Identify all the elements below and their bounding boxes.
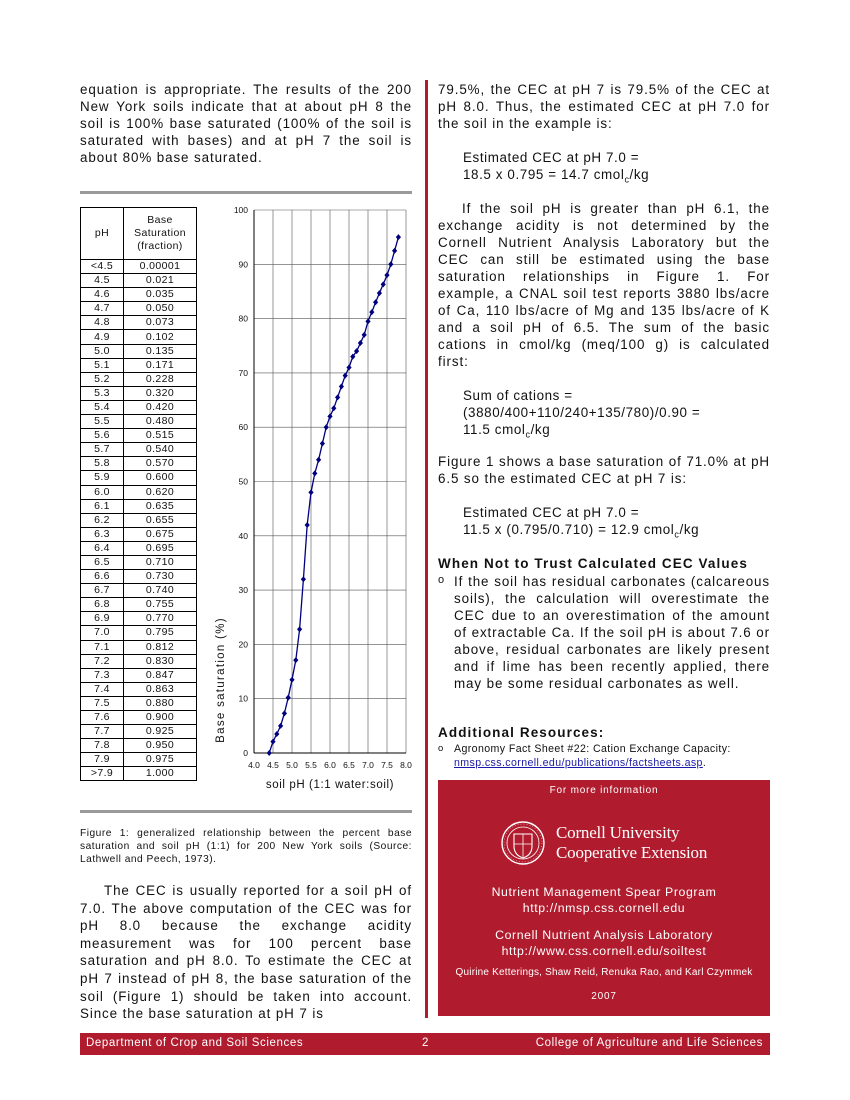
base-saturation-chart	[208, 200, 420, 800]
data-point	[335, 394, 340, 400]
table-cell-ph: 5.6	[81, 429, 124, 443]
table-row	[81, 260, 197, 274]
data-point	[392, 248, 397, 254]
resource-bullet-marker: o	[438, 743, 444, 754]
equation-1-line-1: Estimated CEC at pH 7.0 =	[463, 150, 640, 165]
year: 2007	[591, 991, 617, 1002]
figure-bottom-divider	[80, 810, 412, 813]
equation-3-line-2	[463, 521, 699, 544]
table-cell-base-saturation: 0.755	[124, 598, 197, 612]
chart-axes	[234, 205, 412, 770]
table-row	[81, 598, 197, 612]
table-cell-ph: 6.1	[81, 499, 124, 513]
table-cell-base-saturation: 0.073	[124, 316, 197, 330]
data-point	[388, 261, 393, 267]
section-heading-when-not-to-trust: When Not to Trust Calculated CEC Values	[438, 556, 748, 571]
table-cell-ph: 7.8	[81, 739, 124, 753]
base-saturation-table	[80, 207, 197, 781]
table-cell-ph: 5.0	[81, 344, 124, 358]
bullet-list	[438, 573, 770, 692]
table-cell-ph: 4.8	[81, 316, 124, 330]
footer-college: College of Agriculture and Life Sciences	[535, 1037, 763, 1049]
y-axis-label: Base saturation (%)	[215, 617, 227, 743]
data-point	[343, 373, 348, 379]
resource-text: Agronomy Fact Sheet #22: Cation Exchange Capacity:	[454, 743, 731, 755]
table-row	[81, 527, 197, 541]
y-tick-label: 30	[238, 585, 248, 596]
table-row	[81, 330, 197, 344]
table-cell-ph: 6.9	[81, 612, 124, 626]
table-cell-base-saturation: 0.975	[124, 753, 197, 767]
equation-2	[463, 387, 700, 444]
data-point	[308, 489, 313, 495]
x-tick-label: 8.0	[400, 760, 412, 770]
table-cell-base-saturation: 0.925	[124, 725, 197, 739]
data-point	[278, 723, 283, 729]
table-header-base-saturation: Base Saturation (fraction)	[124, 208, 197, 260]
table-cell-ph: 7.7	[81, 725, 124, 739]
factsheets-link[interactable]: nmsp.css.cornell.edu/publications/factsheets.asp	[454, 757, 703, 769]
table-cell-base-saturation: 0.035	[124, 288, 197, 302]
table-cell-ph: 6.6	[81, 570, 124, 584]
table-cell-ph: 6.4	[81, 541, 124, 555]
table-cell-base-saturation: 0.675	[124, 527, 197, 541]
x-tick-label: 4.0	[248, 760, 260, 770]
y-tick-label: 60	[238, 422, 248, 433]
table-row	[81, 415, 197, 429]
table-cell-base-saturation: 0.228	[124, 372, 197, 386]
data-point	[312, 470, 317, 476]
table-row	[81, 668, 197, 682]
table-cell-ph: 6.5	[81, 555, 124, 569]
table-cell-ph: 6.7	[81, 584, 124, 598]
table-cell-base-saturation: 0.635	[124, 499, 197, 513]
table-cell-ph: 5.2	[81, 372, 124, 386]
program-url-2[interactable]: http://www.css.cornell.edu/soiltest	[501, 944, 707, 958]
equation-2-subscript: c	[525, 429, 531, 440]
data-point	[274, 731, 279, 737]
table-cell-base-saturation: 0.570	[124, 457, 197, 471]
table-row	[81, 626, 197, 640]
table-cell-ph: 5.7	[81, 443, 124, 457]
table-row	[81, 344, 197, 358]
table-cell-base-saturation: 0.135	[124, 344, 197, 358]
x-tick-label: 7.0	[362, 760, 374, 770]
equation-3	[463, 504, 699, 544]
table-cell-base-saturation: 0.770	[124, 612, 197, 626]
table-cell-ph: 7.6	[81, 711, 124, 725]
equation-1-text: 18.5 x 0.795 = 14.7 cmol	[463, 167, 625, 182]
table-cell-ph: 7.2	[81, 654, 124, 668]
data-point	[373, 299, 378, 305]
table-row	[81, 429, 197, 443]
table-cell-ph: 5.1	[81, 358, 124, 372]
equation-2-line-1: Sum of cations =	[463, 388, 573, 403]
table-row	[81, 555, 197, 569]
table-cell-ph: 6.3	[81, 527, 124, 541]
chart-grid	[254, 210, 406, 753]
data-point	[301, 576, 306, 582]
table-row	[81, 612, 197, 626]
data-point	[377, 290, 382, 296]
more-info-box	[438, 780, 770, 1016]
data-point	[267, 750, 272, 756]
table-row	[81, 570, 197, 584]
equation-1-unit: /kg	[629, 167, 650, 182]
x-tick-label: 5.0	[286, 760, 298, 770]
equation-2-line-2: (3880/400+110/240+135/780)/0.90 =	[463, 405, 701, 420]
x-tick-label: 4.5	[267, 760, 279, 770]
table-row	[81, 400, 197, 414]
equation-1-line-2	[463, 166, 649, 189]
table-row	[81, 725, 197, 739]
table-cell-ph: 7.1	[81, 640, 124, 654]
table-cell-ph: 7.3	[81, 668, 124, 682]
table-row	[81, 302, 197, 316]
table-cell-base-saturation: 0.710	[124, 555, 197, 569]
data-point	[384, 272, 389, 278]
section-heading-additional-resources: Additional Resources:	[438, 725, 605, 740]
table-cell-base-saturation: 0.740	[124, 584, 197, 598]
data-point	[331, 405, 336, 411]
table-cell-base-saturation: 0.021	[124, 274, 197, 288]
table-cell-base-saturation: 0.950	[124, 739, 197, 753]
table-cell-base-saturation: 0.900	[124, 711, 197, 725]
table-cell-ph: 7.4	[81, 682, 124, 696]
table-row	[81, 584, 197, 598]
y-tick-label: 10	[238, 693, 248, 704]
table-cell-ph: <4.5	[81, 260, 124, 274]
table-row	[81, 640, 197, 654]
x-tick-label: 7.5	[381, 760, 393, 770]
program-name-2: Cornell Nutrient Analysis Laboratory	[495, 928, 713, 942]
table-cell-ph: >7.9	[81, 767, 124, 781]
table-row	[81, 358, 197, 372]
cornell-seal-icon	[500, 818, 546, 868]
equation-2-text: 11.5 cmol	[463, 422, 526, 437]
table-header-ph: pH	[81, 208, 124, 260]
data-point	[362, 332, 367, 338]
table-row	[81, 443, 197, 457]
table-cell-base-saturation: 0.102	[124, 330, 197, 344]
table-cell-base-saturation: 0.480	[124, 415, 197, 429]
table-cell-ph: 7.0	[81, 626, 124, 640]
table-row	[81, 372, 197, 386]
table-row	[81, 316, 197, 330]
data-point	[270, 739, 275, 745]
table-cell-base-saturation: 0.050	[124, 302, 197, 316]
data-point	[305, 522, 310, 528]
table-cell-base-saturation: 0.600	[124, 471, 197, 485]
y-tick-label: 90	[238, 259, 248, 270]
resource-period: .	[702, 757, 707, 769]
table-cell-base-saturation: 0.320	[124, 386, 197, 400]
equation-3-text: 11.5 x (0.795/0.710) = 12.9 cmol	[463, 522, 675, 537]
table-cell-ph: 4.7	[81, 302, 124, 316]
right-paragraph-3: Figure 1 shows a base saturation of 71.0% at pH 6.5 so the estimated CEC at pH 7 is:	[438, 454, 770, 486]
table-cell-base-saturation: 0.620	[124, 485, 197, 499]
more-info-label: For more information	[549, 785, 659, 796]
data-point	[381, 281, 386, 287]
table-row	[81, 288, 197, 302]
logo-line-2: Cooperative Extension	[556, 843, 708, 862]
table-cell-ph: 4.9	[81, 330, 124, 344]
bullet-marker: o	[438, 574, 445, 586]
table-cell-base-saturation: 0.695	[124, 541, 197, 555]
table-cell-base-saturation: 0.830	[124, 654, 197, 668]
page-footer	[80, 1033, 770, 1055]
table-cell-base-saturation: 0.863	[124, 682, 197, 696]
table-row	[81, 541, 197, 555]
equation-1-subscript: c	[624, 174, 630, 185]
y-tick-label: 0	[243, 748, 248, 758]
table-cell-ph: 6.0	[81, 485, 124, 499]
table-cell-ph: 5.5	[81, 415, 124, 429]
authors: Quirine Ketterings, Shaw Reid, Renuka Rao, and Karl Czymmek	[455, 967, 753, 978]
table-cell-ph: 7.5	[81, 696, 124, 710]
table-cell-ph: 4.6	[81, 288, 124, 302]
table-cell-ph: 5.3	[81, 386, 124, 400]
footer-page-number: 2	[422, 1037, 429, 1049]
equation-1	[463, 149, 649, 189]
data-point	[324, 424, 329, 430]
table-cell-base-saturation: 0.420	[124, 400, 197, 414]
data-point	[289, 677, 294, 683]
x-axis-label: soil pH (1:1 water:soil)	[265, 779, 395, 791]
table-cell-ph: 5.8	[81, 457, 124, 471]
equation-3-subscript: c	[674, 529, 680, 540]
y-tick-label: 100	[233, 205, 248, 215]
table-row	[81, 696, 197, 710]
x-tick-label: 6.0	[324, 760, 336, 770]
resource-item	[438, 742, 778, 770]
table-cell-base-saturation: 0.515	[124, 429, 197, 443]
data-point	[297, 626, 302, 632]
table-cell-base-saturation: 0.730	[124, 570, 197, 584]
table-cell-base-saturation: 0.847	[124, 668, 197, 682]
y-tick-label: 40	[238, 530, 248, 541]
table-row	[81, 499, 197, 513]
series-line	[269, 237, 398, 753]
table-cell-base-saturation: 0.655	[124, 513, 197, 527]
table-row	[81, 471, 197, 485]
table-row	[81, 386, 197, 400]
equation-2-unit: /kg	[530, 422, 551, 437]
table-row	[81, 711, 197, 725]
program-url-1[interactable]: http://nmsp.css.cornell.edu	[522, 901, 686, 915]
data-point	[286, 695, 291, 701]
data-point	[282, 710, 287, 716]
equation-2-line-3	[463, 421, 700, 444]
figure-caption: Figure 1: generalized relationship between the percent base saturation and soil pH (1:1) for 200 New York soils (Source: Lathwell and Peech, 1973).	[80, 828, 412, 866]
right-paragraph-2: If the soil pH is greater than pH 6.1, the exchange acidity is not determined by the Cornell Nutrient Analysis Laboratory but the CEC can still be estimated using the base saturation relationships in Figure 1. For example, a CNAL soil test reports 3880 lbs/acre of Ca, 110 lbs/acre of Mg and 135 lbs/acre of K and a soil pH of 6.5. The sum of the basic cations in cmol/kg (meq/100 g) is calculated first:	[438, 201, 770, 369]
table-row	[81, 682, 197, 696]
y-tick-label: 80	[238, 313, 248, 324]
table-cell-ph: 4.5	[81, 274, 124, 288]
bullet-calcareous-soils: If the soil has residual carbonates (calcareous soils), the calculation will overestimate the CEC due to an overestimation of the amount of extractable Ca. If the soil pH is about 7.6 or above, residual carbonates are likely present and if lime has been recently applied, there may be some residual carbonates as well.	[454, 574, 770, 691]
cec-paragraph: The CEC is usually reported for a soil pH of 7.0. The above computation of the CEC was for pH 8.0 because the exchange acidity measurement was for 100 percent base saturation and pH 8.0. To estimate the CEC at pH 7 instead of pH 8, the base saturation of the soil (Figure 1) should be taken into account. Since the base saturation at pH 7 is	[80, 883, 412, 1022]
column-divider	[425, 80, 428, 1018]
data-point	[358, 340, 363, 346]
data-point	[316, 457, 321, 463]
table-cell-base-saturation: 0.171	[124, 358, 197, 372]
y-tick-label: 50	[238, 476, 248, 487]
intro-paragraph: equation is appropriate. The results of the 200 New York soils indicate that at about pH 8 the soil is 100% base saturated (100% of the soil is saturated with bases) and at pH 7 the soil is about 80% base saturated.	[80, 82, 412, 165]
table-cell-base-saturation: 0.812	[124, 640, 197, 654]
table-cell-base-saturation: 0.795	[124, 626, 197, 640]
table-row	[81, 753, 197, 767]
data-point	[320, 440, 325, 446]
chart-series	[267, 234, 401, 756]
data-point	[396, 234, 401, 240]
table-row	[81, 654, 197, 668]
data-point	[339, 383, 344, 389]
right-paragraph-1: 79.5%, the CEC at pH 7 is 79.5% of the CEC at pH 8.0. Thus, the estimated CEC at pH 7.0 for the soil in the example is:	[438, 82, 770, 131]
table-cell-ph: 7.9	[81, 753, 124, 767]
table-cell-ph: 5.9	[81, 471, 124, 485]
data-point	[365, 318, 370, 324]
data-point	[327, 413, 332, 419]
equation-3-unit: /kg	[679, 522, 700, 537]
table-cell-base-saturation: 1.000	[124, 767, 197, 781]
table-cell-ph: 6.2	[81, 513, 124, 527]
data-point	[369, 309, 374, 315]
table-row	[81, 739, 197, 753]
cornell-logo	[500, 818, 720, 870]
table-cell-base-saturation: 0.00001	[124, 260, 197, 274]
table-row	[81, 274, 197, 288]
table-top-divider	[80, 191, 412, 194]
data-point	[293, 657, 298, 663]
table-cell-base-saturation: 0.540	[124, 443, 197, 457]
table-cell-ph: 5.4	[81, 400, 124, 414]
table-row	[81, 485, 197, 499]
table-row	[81, 767, 197, 781]
y-tick-label: 70	[238, 367, 248, 378]
logo-line-1: Cornell University	[556, 823, 680, 842]
equation-3-line-1: Estimated CEC at pH 7.0 =	[463, 505, 640, 520]
program-name-1: Nutrient Management Spear Program	[491, 885, 717, 899]
x-tick-label: 5.5	[305, 760, 317, 770]
table-row	[81, 513, 197, 527]
data-point	[346, 364, 351, 370]
table-cell-ph: 6.8	[81, 598, 124, 612]
table-row	[81, 457, 197, 471]
x-tick-label: 6.5	[343, 760, 355, 770]
footer-department: Department of Crop and Soil Sciences	[86, 1037, 304, 1049]
y-tick-label: 20	[238, 639, 248, 650]
table-cell-base-saturation: 0.880	[124, 696, 197, 710]
